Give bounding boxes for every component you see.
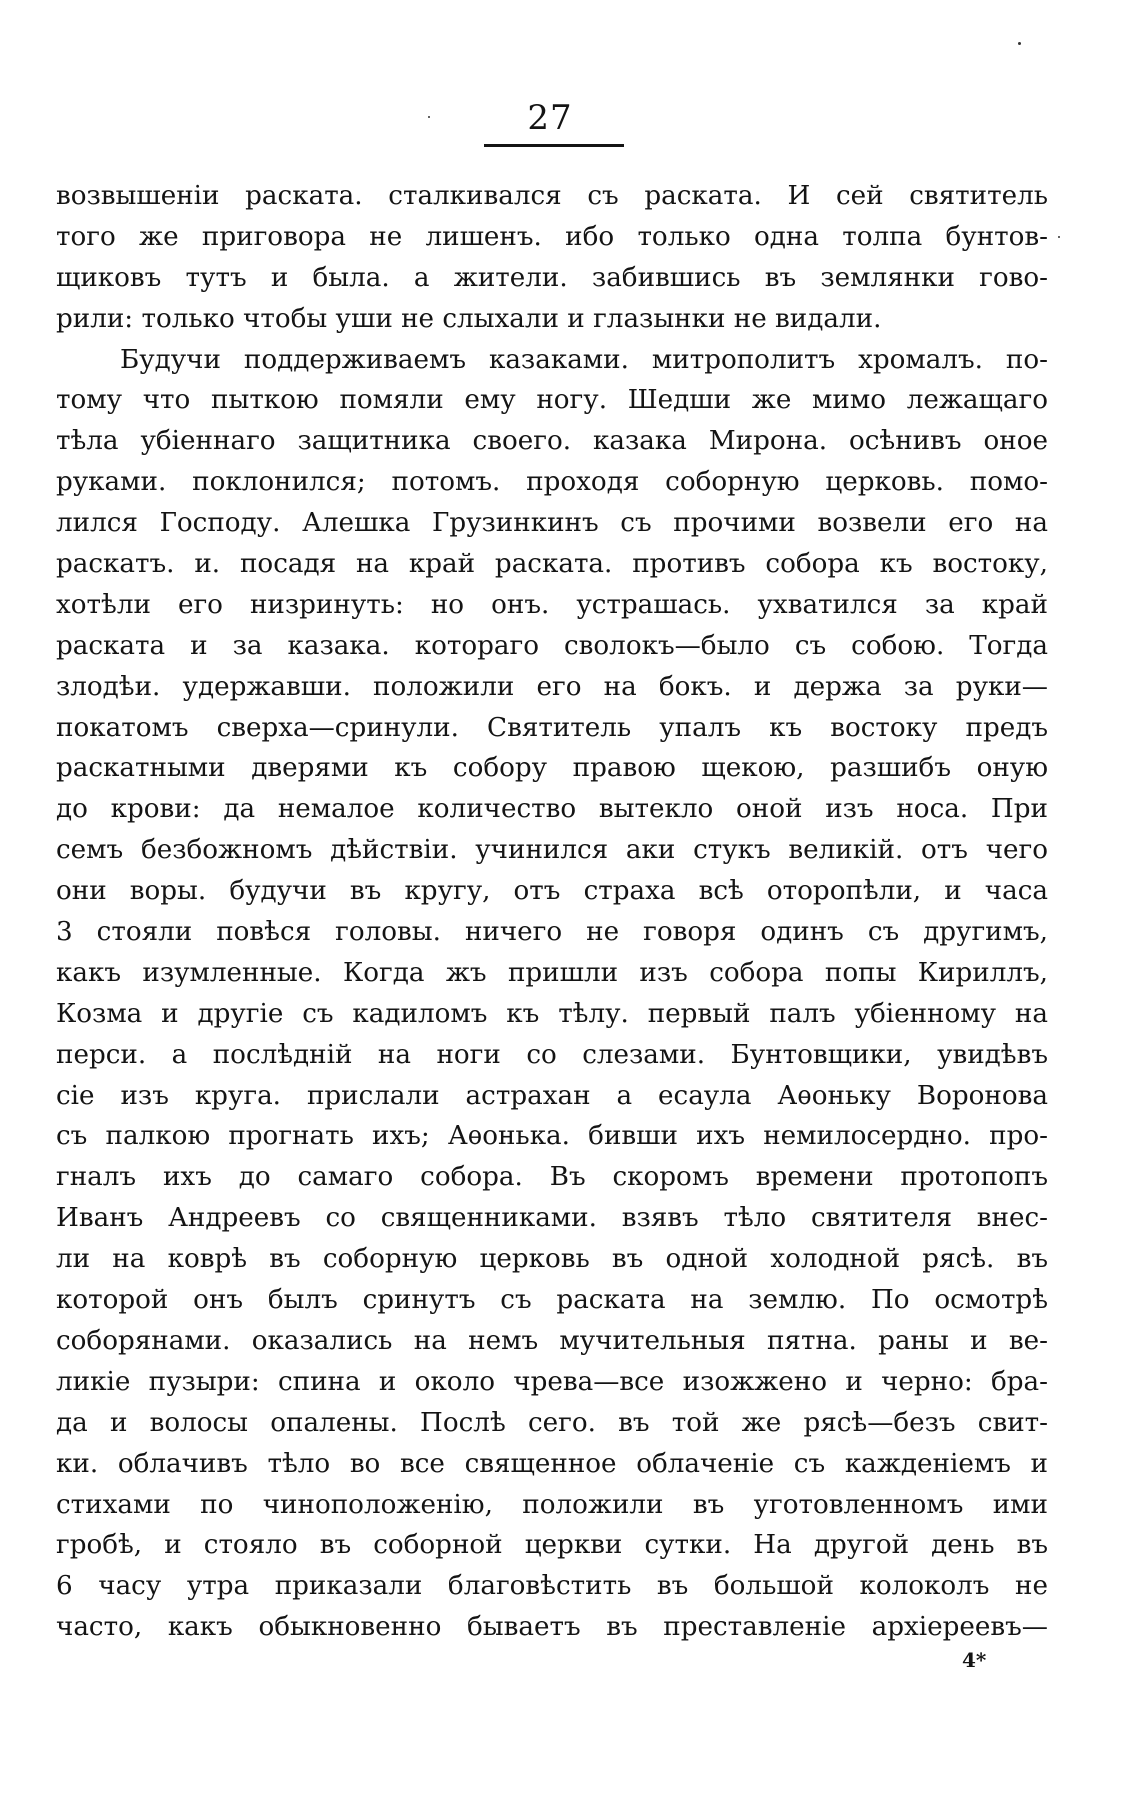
- print-speck: [1058, 236, 1060, 238]
- text-line: лился Господу. Алешка Грузинкинъ съ прочими возвели его на: [56, 508, 1048, 539]
- text-line: ликіе пузыри: спина и около чрева—все изожжено и черно: бра-: [56, 1366, 1048, 1397]
- text-line: 3 стояли повѣся головы. ничего не говоря одинъ съ другимъ,: [56, 917, 1048, 948]
- text-line: злодѣи. удержавши. положили его на бокъ. и держа за руки—: [56, 671, 1048, 702]
- text-line: тѣла убіеннаго защитника своего. казака Мирона. осѣнивъ оное: [56, 426, 1048, 457]
- text-line: которой онъ былъ сринутъ съ раската на землю. По осмотрѣ: [56, 1285, 1048, 1316]
- text-line: ки. облачивъ тѣло во все священное облаченіе съ кажденіемъ и: [56, 1448, 1048, 1479]
- text-line: стихами по чиноположенію, положили въ уготовленномъ ими: [56, 1489, 1048, 1520]
- text-line: сіе изъ круга. прислали астрахан а есаула Аѳоньку Воронова: [56, 1080, 1048, 1111]
- text-line: соборянами. оказались на немъ мучительныя пятна. раны и ве-: [56, 1325, 1048, 1356]
- text-line: они воры. будучи въ кругу, отъ страха всѣ оторопѣли, и часа: [56, 876, 1048, 907]
- text-line: ли на коврѣ въ соборную церковь въ одной холодной рясѣ. въ: [56, 1244, 1048, 1275]
- signature-mark: 4*: [962, 1648, 987, 1672]
- text-line: того же приговора не лишенъ. ибо только одна толпа бунтов-: [56, 221, 1048, 252]
- text-line: 6 часу утра приказали благовѣстить въ большой колоколъ не: [56, 1571, 1048, 1602]
- text-line: рили: только чтобы уши не слыхали и глазынки не видали.: [56, 303, 882, 334]
- text-line: семъ безбожномъ дѣйствіи. учинился аки стукъ великій. отъ чего: [56, 835, 1048, 866]
- text-line: съ палкою прогнать ихъ; Аѳонька. бивши ихъ немилосердно. про-: [56, 1121, 1048, 1152]
- body-text: [56, 176, 1048, 1648]
- text-line: какъ изумленные. Когда жъ пришли изъ собора попы Кириллъ,: [56, 957, 1048, 988]
- page-number-underline: [484, 144, 624, 147]
- text-line: хотѣли его низринуть: но онъ. устрашась. ухватился за край: [56, 589, 1048, 620]
- text-line: покатомъ сверха—сринули. Святитель упалъ къ востоку предъ: [56, 712, 1048, 743]
- text-line: руками. поклонился; потомъ. проходя соборную церковь. помо-: [56, 467, 1048, 498]
- text-line: тому что пыткою помяли ему ногу. Шедши же мимо лежащаго: [56, 385, 1048, 416]
- text-line: щиковъ тутъ и была. а жители. забившись въ землянки гово-: [56, 262, 1048, 293]
- page-number: 27: [527, 98, 573, 138]
- text-line: возвышеніи раската. сталкивался съ раската. И сей святитель: [56, 181, 1048, 211]
- text-line: до крови: да немалое количество вытекло оной изъ носа. При: [56, 794, 1048, 825]
- paragraph-first-line: Будучи поддерживаемъ казаками. митрополитъ хромалъ. по-: [120, 344, 1048, 375]
- text-line: часто, какъ обыкновенно бываетъ въ преставленіе архіереевъ—: [56, 1612, 1048, 1643]
- text-line: гналъ ихъ до самаго собора. Въ скоромъ времени протопопъ: [56, 1162, 1048, 1193]
- text-line: раската и за казака. котораго сволокъ—было съ собою. Тогда: [56, 630, 1048, 661]
- text-line: да и волосы опалены. Послѣ сего. въ той же рясѣ—безъ свит-: [56, 1407, 1048, 1438]
- text-line: Козма и другіе съ кадиломъ къ тѣлу. первый палъ убіенному на: [56, 998, 1048, 1029]
- text-line: Иванъ Андреевъ со священниками. взявъ тѣло святителя внес-: [56, 1203, 1048, 1234]
- text-line: гробѣ, и стояло въ соборной церкви сутки. На другой день въ: [56, 1530, 1048, 1561]
- text-line: раскатными дверями къ собору правою щекою, разшибъ оную: [56, 753, 1048, 784]
- text-line: раскатъ. и. посадя на край раската. противъ собора къ востоку,: [56, 549, 1048, 580]
- print-speck: [428, 116, 430, 118]
- print-speck: [1018, 42, 1021, 45]
- text-line: перси. а послѣдній на ноги со слезами. Бунтовщики, увидѣвъ: [56, 1039, 1048, 1070]
